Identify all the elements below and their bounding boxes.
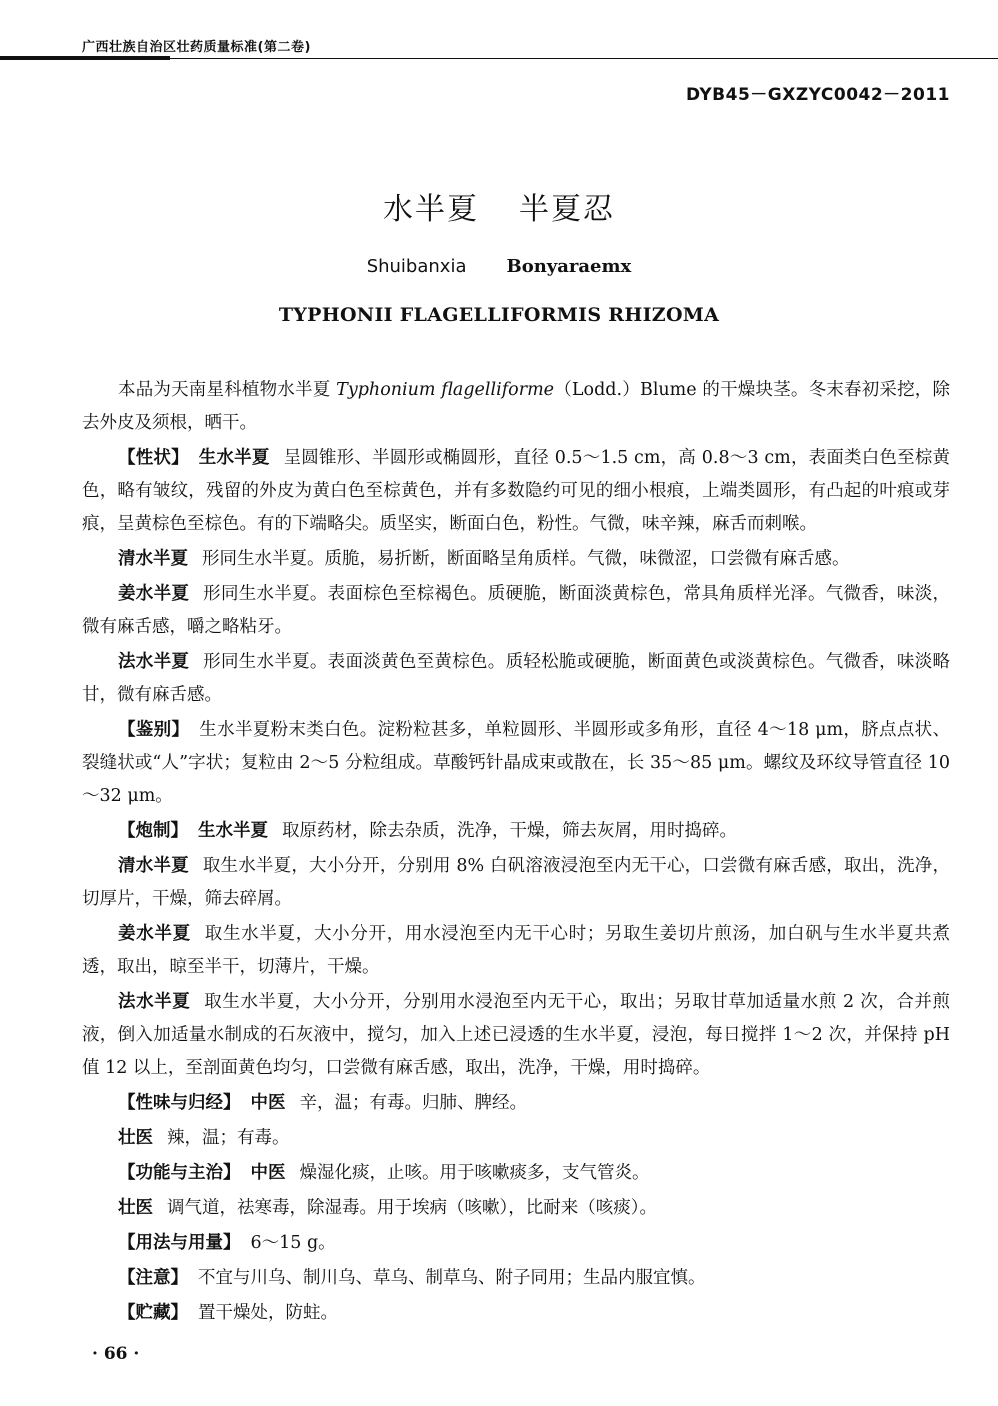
section-label: 【炮制】 (118, 821, 188, 841)
function-section (82, 1157, 950, 1190)
section-text: 呈圆锥形、半圆形或椭圆形，直径 0.5～1.5 cm，高 0.8～3 cm，表面类白色至棕黄色，略有皱纹，残留的外皮为黄白色至棕黄色，并有多数隐约可见的细小根痕，上端类圆形，有凸起的叶痕或芽痕，呈黄棕色至棕色。有的下端略尖。质坚实，断面白色，粉性。气微，味辛辣，麻舌而刺喉。 (82, 448, 951, 534)
pinyin-chinese: Shuibanxia (366, 256, 467, 277)
subsection-label: 生水半夏 (198, 821, 268, 841)
character-subsection (82, 578, 950, 644)
section-text: 6～15 g。 (250, 1233, 336, 1253)
processing-subsection (82, 986, 950, 1085)
character-subsection (82, 543, 950, 576)
caution-section (82, 1262, 950, 1295)
section-text: 置干燥处，防蛀。 (198, 1303, 338, 1323)
section-label: 【性状】 (118, 448, 189, 468)
subsection-label: 姜水半夏 (118, 584, 190, 604)
section-text: 形同生水半夏。表面淡黄色至黄棕色。质轻松脆或硬脆，断面黄色或淡黄棕色。气微香，味淡略甘，微有麻舌感。 (82, 652, 950, 705)
intro-text-2: （Lodd.）Blume 的干燥块茎。冬末春初采挖，除去外皮及须根，晒干。 (82, 380, 950, 433)
section-text: 形同生水半夏。质脆，易折断，断面略呈角质样。气微，味微涩，口尝微有麻舌感。 (202, 549, 850, 569)
usage-section (82, 1227, 950, 1260)
title-pinyin (0, 256, 998, 277)
section-label: 【功能与主治】 (118, 1163, 241, 1183)
subsection-label: 姜水半夏 (118, 924, 191, 944)
subsection-label: 清水半夏 (118, 856, 189, 876)
section-label: 【贮藏】 (118, 1303, 188, 1323)
processing-subsection (82, 850, 950, 916)
section-label: 【注意】 (118, 1268, 188, 1288)
section-text: 取生水半夏，大小分开，分别用水浸泡至内无干心，取出；另取甘草加适量水煎 2 次，合并煎液，倒入加适量水制成的石灰液中，搅匀，加入上述已浸透的生水半夏，浸泡，每日搅拌 1～2 次，并保持 pH 值 12 以上，至剖面黄色均匀，口尝微有麻舌感，取出，洗净，干燥，用时捣碎。 (82, 992, 951, 1078)
section-label: 【性味与归经】 (118, 1093, 241, 1113)
character-subsection (82, 646, 950, 712)
nature-section (82, 1087, 950, 1120)
section-label: 【用法与用量】 (118, 1233, 241, 1253)
standard-code: DYB45－GXZYC0042－2011 (686, 85, 950, 105)
processing-section (82, 815, 950, 848)
section-text: 不宜与川乌、制川乌、草乌、制草乌、附子同用；生品内服宜慎。 (198, 1268, 706, 1288)
subsection-label: 中医 (250, 1093, 286, 1113)
intro-paragraph (82, 374, 950, 440)
pinyin-zhuang: Bonyaraemx (506, 256, 632, 277)
storage-section (82, 1297, 950, 1330)
section-text: 辛，温；有毒。归肺、脾经。 (299, 1093, 527, 1113)
subsection-label: 中医 (250, 1163, 286, 1183)
monograph-body (82, 374, 950, 1330)
intro-text: 本品为天南星科植物水半夏 (118, 380, 337, 400)
section-text: 取原药材，除去杂质，洗净，干燥，筛去灰屑，用时捣碎。 (282, 821, 737, 841)
header-rule-thin (0, 58, 998, 59)
title-name-zhuang: 半夏忍 (519, 192, 615, 227)
section-text: 生水半夏粉末类白色。淀粉粒甚多，单粒圆形、半圆形或多角形，直径 4～18 μm，脐点点状、裂缝状或“人”字状；复粒由 2～5 分粒组成。草酸钙针晶成束或散在，长 35～85 μm。螺纹及环纹导管直径 10～32 μm。 (82, 720, 951, 806)
species-name: Typhonium flagelliforme (336, 380, 555, 400)
section-text: 取生水半夏，大小分开，用水浸泡至内无干心时；另取生姜切片煎汤，加白矾与生水半夏共煮透，取出，晾至半干，切薄片，干燥。 (82, 924, 951, 977)
character-section (82, 442, 950, 541)
subsection-label: 生水半夏 (198, 448, 270, 468)
latin-name: TYPHONII FLAGELLIFORMIS RHIZOMA (278, 304, 720, 326)
function-subsection (82, 1192, 950, 1225)
section-text: 取生水半夏，大小分开，分别用 8% 白矾溶液浸泡至内无干心，口尝微有麻舌感，取出，洗净，切厚片，干燥，筛去碎屑。 (82, 856, 950, 909)
subsection-label: 法水半夏 (118, 652, 190, 672)
section-text: 辣，温；有毒。 (167, 1128, 290, 1148)
processing-subsection (82, 918, 950, 984)
subsection-label: 法水半夏 (118, 992, 191, 1012)
section-text: 调气道，祛寒毒，除湿毒。用于埃病（咳嗽），比耐来（咳痰）。 (167, 1198, 657, 1218)
running-header: 广西壮族自治区壮药质量标准(第二卷) (82, 40, 311, 55)
subsection-label: 壮医 (118, 1128, 153, 1148)
title-name-chinese: 水半夏 (383, 192, 479, 227)
identification-section (82, 714, 950, 813)
page-title (0, 184, 998, 228)
subsection-label: 壮医 (118, 1198, 153, 1218)
header-rule (0, 56, 998, 62)
section-text: 形同生水半夏。表面棕色至棕褐色。质硬脆，断面淡黄棕色，常具角质样光泽。气微香，味淡，微有麻舌感，嚼之略粘牙。 (82, 584, 950, 637)
nature-subsection (82, 1122, 950, 1155)
section-text: 燥湿化痰，止咳。用于咳嗽痰多，支气管炎。 (299, 1163, 650, 1183)
subsection-label: 清水半夏 (118, 549, 188, 569)
section-label: 【鉴别】 (118, 720, 190, 740)
page-number: · 66 · (92, 1344, 140, 1364)
